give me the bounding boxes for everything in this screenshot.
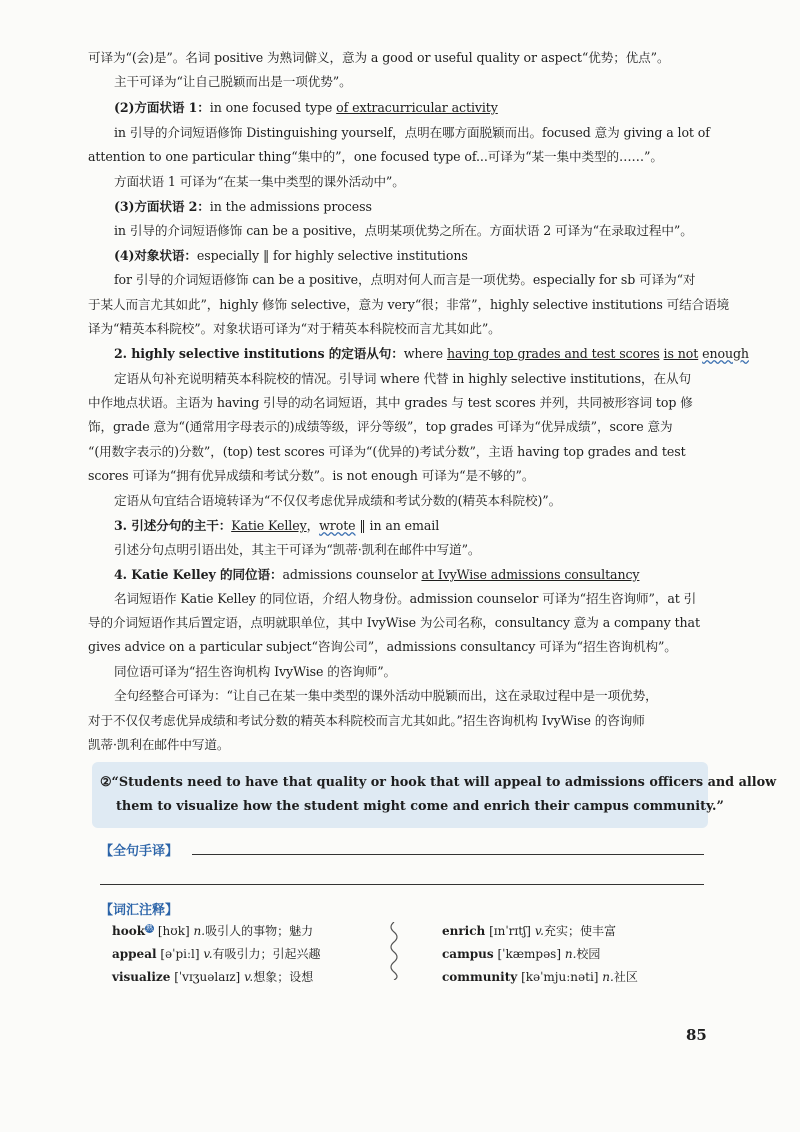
heading-label: 3. 引述分句的主干： xyxy=(114,518,232,533)
analysis-line: for 引导的介词短语修饰 can be a positive，点明对何人而言是一项优势。especially for sb 可译为“对 xyxy=(114,272,696,287)
analysis-line: 可译为“(会)是”。名词 positive 为熟词僻义，意为 a good or useful quality or aspect“优势；优点”。 xyxy=(88,50,670,65)
vocab-meaning: 社区 xyxy=(613,970,638,984)
vocab-pos: v. xyxy=(203,947,213,961)
vocab-entry xyxy=(442,945,600,963)
sub-heading-text: especially ‖ for highly selective institutions xyxy=(196,248,468,263)
familiar-word-badge-icon: 熟 xyxy=(146,924,154,932)
sub-heading-label: (2)方面状语 1： xyxy=(114,100,210,115)
heading-text: admissions counselor xyxy=(282,567,422,582)
underlined-phrase: is not xyxy=(663,346,699,361)
vocab-word: visualize xyxy=(112,970,171,984)
vocab-pos: n. xyxy=(602,970,614,984)
heading-text: ‖ in an email xyxy=(355,518,440,533)
translation-write-line[interactable] xyxy=(192,854,704,855)
analysis-line: 凯蒂·凯利在邮件中写道。 xyxy=(88,737,230,752)
vocab-entry xyxy=(442,922,616,940)
sub-heading-adverbial-2 xyxy=(114,197,714,217)
vocab-entry xyxy=(442,968,638,986)
analysis-line: in 引导的介词短语修饰 can be a positive，点明某项优势之所在。方面状语 2 可译为“在录取过程中”。 xyxy=(114,223,693,238)
analysis-line: 译为“精英本科院校”。对象状语可译为“对于精英本科院校而言尤其如此”。 xyxy=(88,321,501,336)
vocab-ipa: [ˈkæmpəs] xyxy=(497,947,562,961)
vocab-entry xyxy=(112,968,313,986)
sub-heading-adverbial-1 xyxy=(114,98,714,118)
sub-heading-label: (3)方面状语 2： xyxy=(114,199,210,214)
analysis-line: 方面状语 1 可译为“在某一集中类型的课外活动中”。 xyxy=(114,174,405,189)
vocab-label: 【词汇注释】 xyxy=(100,903,179,918)
sub-heading-text: in the admissions process xyxy=(209,199,372,214)
sub-heading-text: in one focused type xyxy=(209,100,337,115)
underlined-phrase: having top grades and test scores xyxy=(446,346,660,361)
analysis-line: attention to one particular thing“集中的”，one focused type of...可译为“某一集中类型的……”。 xyxy=(88,149,663,164)
quote-line: them to visualize how the student might come and enrich their campus community.” xyxy=(116,799,724,814)
analysis-line: 定语从句补充说明精英本科院校的情况。引导词 where 代替 in highly selective institutions，在从句 xyxy=(114,371,691,386)
vocab-word: community xyxy=(442,970,518,984)
vocab-pos: n. xyxy=(564,947,577,961)
quote-box xyxy=(92,762,708,828)
vocab-word: campus xyxy=(442,947,494,961)
analysis-line: 中作地点状语。主语为 having 引导的动名词短语，其中 grades 与 test scores 并列，共同被形容词 top 修 xyxy=(88,395,693,410)
sub-heading-object-adverbial xyxy=(114,246,714,266)
quote-text: “Students need to have that quality or hook that will appeal to admissions officers and allow xyxy=(111,775,777,790)
underlined-phrase: at IvyWise admissions consultancy xyxy=(421,567,640,582)
underlined-phrase: of extracurricular activity xyxy=(336,100,498,115)
heading-label: 4. Katie Kelley 的同位语： xyxy=(114,567,283,582)
analysis-line: scores 可译为“拥有优异成绩和考试分数”。is not enough 可译为“是不够的”。 xyxy=(88,468,535,483)
heading-text: where xyxy=(403,346,447,361)
vocab-meaning: 想象；设想 xyxy=(253,970,314,984)
vocab-word: hook xyxy=(112,924,146,938)
vocab-word: appeal xyxy=(112,947,157,961)
analysis-line: gives advice on a particular subject“咨询公司”，admissions consultancy 可译为“招生咨询机构”。 xyxy=(88,639,677,654)
heading-label: 2. highly selective institutions 的定语从句： xyxy=(114,346,404,361)
analysis-line: 名词短语作 Katie Kelley 的同位语，介绍人物身份。admission counselor 可译为“招生咨询师”，at 引 xyxy=(114,591,697,606)
translation-label: 【全句手译】 xyxy=(100,844,179,859)
heading-appositive xyxy=(114,565,714,585)
translation-write-line[interactable] xyxy=(100,884,704,885)
analysis-line: 饰，grade 意为“(通常用字母表示的)成绩等级，评分等级”，top grades 可译为“优异成绩”，score 意为 xyxy=(88,419,673,434)
vocab-pos: v. xyxy=(534,924,544,938)
vocab-word: enrich xyxy=(442,924,486,938)
vocab-meaning: 充实；使丰富 xyxy=(544,924,617,938)
quote-marker: ② xyxy=(100,775,112,790)
heading-attributive-clause xyxy=(114,344,749,364)
vocab-entry xyxy=(112,945,321,963)
separator: ， xyxy=(306,518,320,533)
vocab-ipa: [ˈvɪʒuəlaɪz] xyxy=(174,970,241,984)
wavy-underlined-phrase: wrote xyxy=(319,518,356,533)
vocab-ipa: [kəˈmjuːnəti] xyxy=(521,970,599,984)
column-divider-icon xyxy=(386,922,402,980)
analysis-line: “(用数字表示的)分数”，(top) test scores 可译为“(优异的)考试分数”，主语 having top grades and test xyxy=(88,444,686,459)
analysis-line: 对于不仅仅考虑优异成绩和考试分数的精英本科院校而言尤其如此。”招生咨询机构 IvyWise 的咨询师 xyxy=(88,713,645,728)
vocab-ipa: [əˈpiːl] xyxy=(160,947,200,961)
vocab-ipa: [hʊk] xyxy=(157,924,190,938)
vocab-entry xyxy=(112,922,313,940)
vocab-ipa: [ɪnˈrɪtʃ] xyxy=(489,924,531,938)
vocab-meaning: 吸引人的事物；魅力 xyxy=(205,924,314,938)
underlined-phrase: Katie Kelley xyxy=(231,518,307,533)
quote-line xyxy=(100,773,777,793)
wavy-underlined-phrase: enough xyxy=(702,346,749,361)
analysis-line: 于某人而言尤其如此”，highly 修饰 selective，意为 very“很；非常”，highly selective institutions 可结合语境 xyxy=(88,297,730,312)
sub-heading-label: (4)对象状语： xyxy=(114,248,197,263)
vocab-pos: n. xyxy=(193,924,206,938)
heading-reporting-clause xyxy=(114,516,714,536)
analysis-line: 全句经整合可译为：“让自己在某一集中类型的课外活动中脱颖而出，这在录取过程中是一项优势， xyxy=(114,688,658,703)
analysis-line: 同位语可译为“招生咨询机构 IvyWise 的咨询师”。 xyxy=(114,664,397,679)
analysis-line: 主干可译为“让自己脱颖而出是一项优势”。 xyxy=(114,74,352,89)
analysis-line: in 引导的介词短语修饰 Distinguishing yourself，点明在哪方面脱颖而出。focused 意为 giving a lot of xyxy=(114,125,710,140)
vocab-pos: v. xyxy=(244,970,254,984)
page-number: 85 xyxy=(686,1026,707,1044)
analysis-line: 引述分句点明引语出处，其主干可译为“凯蒂·凯利在邮件中写道”。 xyxy=(114,542,481,557)
analysis-line: 导的介词短语作其后置定语，点明就职单位，其中 IvyWise 为公司名称，consultancy 意为 a company that xyxy=(88,615,700,630)
vocab-meaning: 校园 xyxy=(576,947,601,961)
vocab-meaning: 有吸引力；引起兴趣 xyxy=(212,947,321,961)
analysis-line: 定语从句宜结合语境转译为“不仅仅考虑优异成绩和考试分数的(精英本科院校)”。 xyxy=(114,493,562,508)
